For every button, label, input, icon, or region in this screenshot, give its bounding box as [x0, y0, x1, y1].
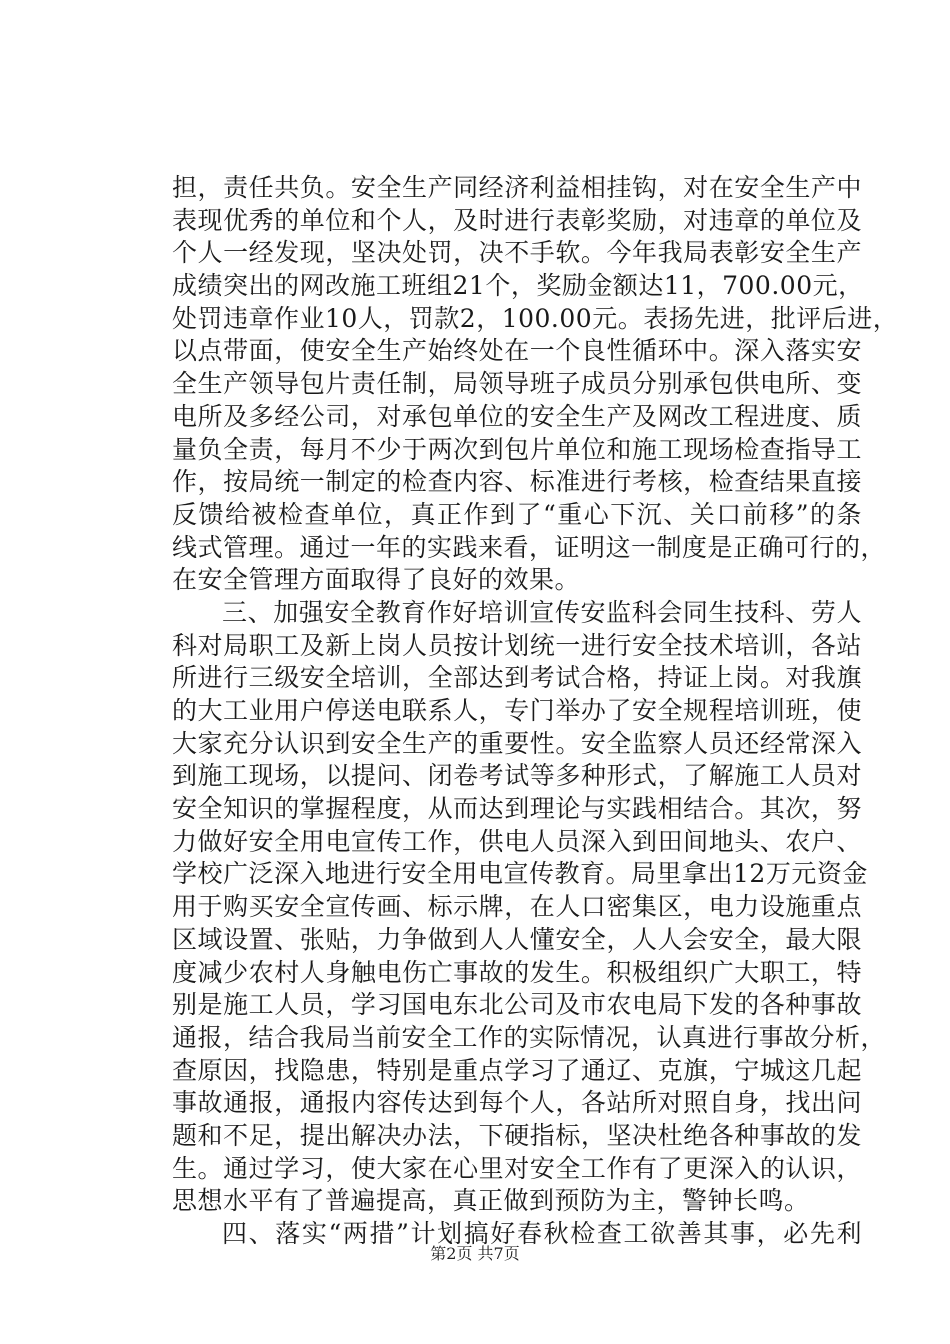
text-line: 用于购买安全宣传画、标示牌，在人口密集区，电力设施重点	[172, 892, 862, 922]
text-line: 全生产领导包片责任制，局领导班子成员分别承包供电所、变	[172, 369, 862, 399]
text-line: 事故通报，通报内容传达到每个人，各站所对照自身，找出问	[172, 1088, 862, 1118]
text-line: 作，按局统一制定的检查内容、标准进行考核，检查结果直接	[172, 467, 862, 497]
text-line: 通报，结合我局当前安全工作的实际情况，认真进行事故分析，	[172, 1022, 887, 1052]
text-line: 以点带面，使安全生产始终处在一个良性循环中。深入落实安	[172, 336, 862, 366]
text-line: 到施工现场，以提问、闭卷考试等多种形式，了解施工人员对	[172, 761, 862, 791]
section-heading-line: 三、加强安全教育作好培训宣传安监科会同生技科、劳人	[222, 597, 862, 627]
text-line: 处罚违章作业10人，罚款2，100.00元。表扬先进，批评后进，	[172, 303, 899, 333]
text-line: 思想水平有了普遍提高，真正做到预防为主，警钟长鸣。	[172, 1186, 810, 1216]
text-line: 大家充分认识到安全生产的重要性。安全监察人员还经常深入	[172, 728, 862, 758]
text-line: 科对局职工及新上岗人员按计划统一进行安全技术培训，各站	[172, 630, 862, 660]
text-line: 在安全管理方面取得了良好的效果。	[172, 565, 581, 595]
section-heading-line: 四、落实“两措”计划搞好春秋检查工欲善其事，必先利	[222, 1219, 862, 1248]
text-line: 量负全责，每月不少于两次到包片单位和施工现场检查指导工	[172, 434, 862, 464]
text-line: 生。通过学习，使大家在心里对安全工作有了更深入的认识，	[172, 1153, 862, 1183]
text-line: 查原因，找隐患，特别是重点学习了通辽、克旗，宁城这几起	[172, 1055, 862, 1085]
text-line: 区域设置、张贴，力争做到人人懂安全，人人会安全，最大限	[172, 924, 862, 954]
page-footer: 第2页 共7页	[430, 1244, 520, 1263]
text-line: 安全知识的掌握程度，从而达到理论与实践相结合。其次，努	[172, 794, 862, 824]
text-line: 电所及多经公司，对承包单位的安全生产及网改工程进度、质	[172, 401, 862, 431]
text-line: 别是施工人员，学习国电东北公司及市农电局下发的各种事故	[172, 990, 862, 1020]
text-line: 的大工业用户停送电联系人，专门举办了安全规程培训班，使	[172, 696, 862, 725]
text-line: 反馈给被检查单位，真正作到了“重心下沉、关口前移”的条	[172, 499, 862, 529]
text-line: 度减少农村人身触电伤亡事故的发生。积极组织广大职工，特	[172, 957, 862, 987]
text-line: 线式管理。通过一年的实践来看，证明这一制度是正确可行的，	[172, 532, 887, 562]
body-text	[172, 172, 899, 1251]
text-line: 所进行三级安全培训，全部达到考试合格，持证上岗。对我旗	[172, 663, 862, 693]
text-line: 个人一经发现，坚决处罚，决不手软。今年我局表彰安全生产	[172, 238, 862, 268]
text-line: 学校广泛深入地进行安全用电宣传教育。局里拿出12万元资金	[172, 859, 868, 889]
text-line: 成绩突出的网改施工班组21个，奖励金额达11，700.00元，	[172, 271, 864, 301]
text-line: 表现优秀的单位和个人，及时进行表彰奖励，对违章的单位及	[172, 205, 862, 235]
text-line: 担，责任共负。安全生产同经济利益相挂钩，对在安全生产中	[172, 173, 862, 202]
text-line: 题和不足，提出解决办法，下硬指标，坚决杜绝各种事故的发	[172, 1120, 862, 1150]
text-line: 力做好安全用电宣传工作，供电人员深入到田间地头、农户、	[172, 826, 862, 856]
